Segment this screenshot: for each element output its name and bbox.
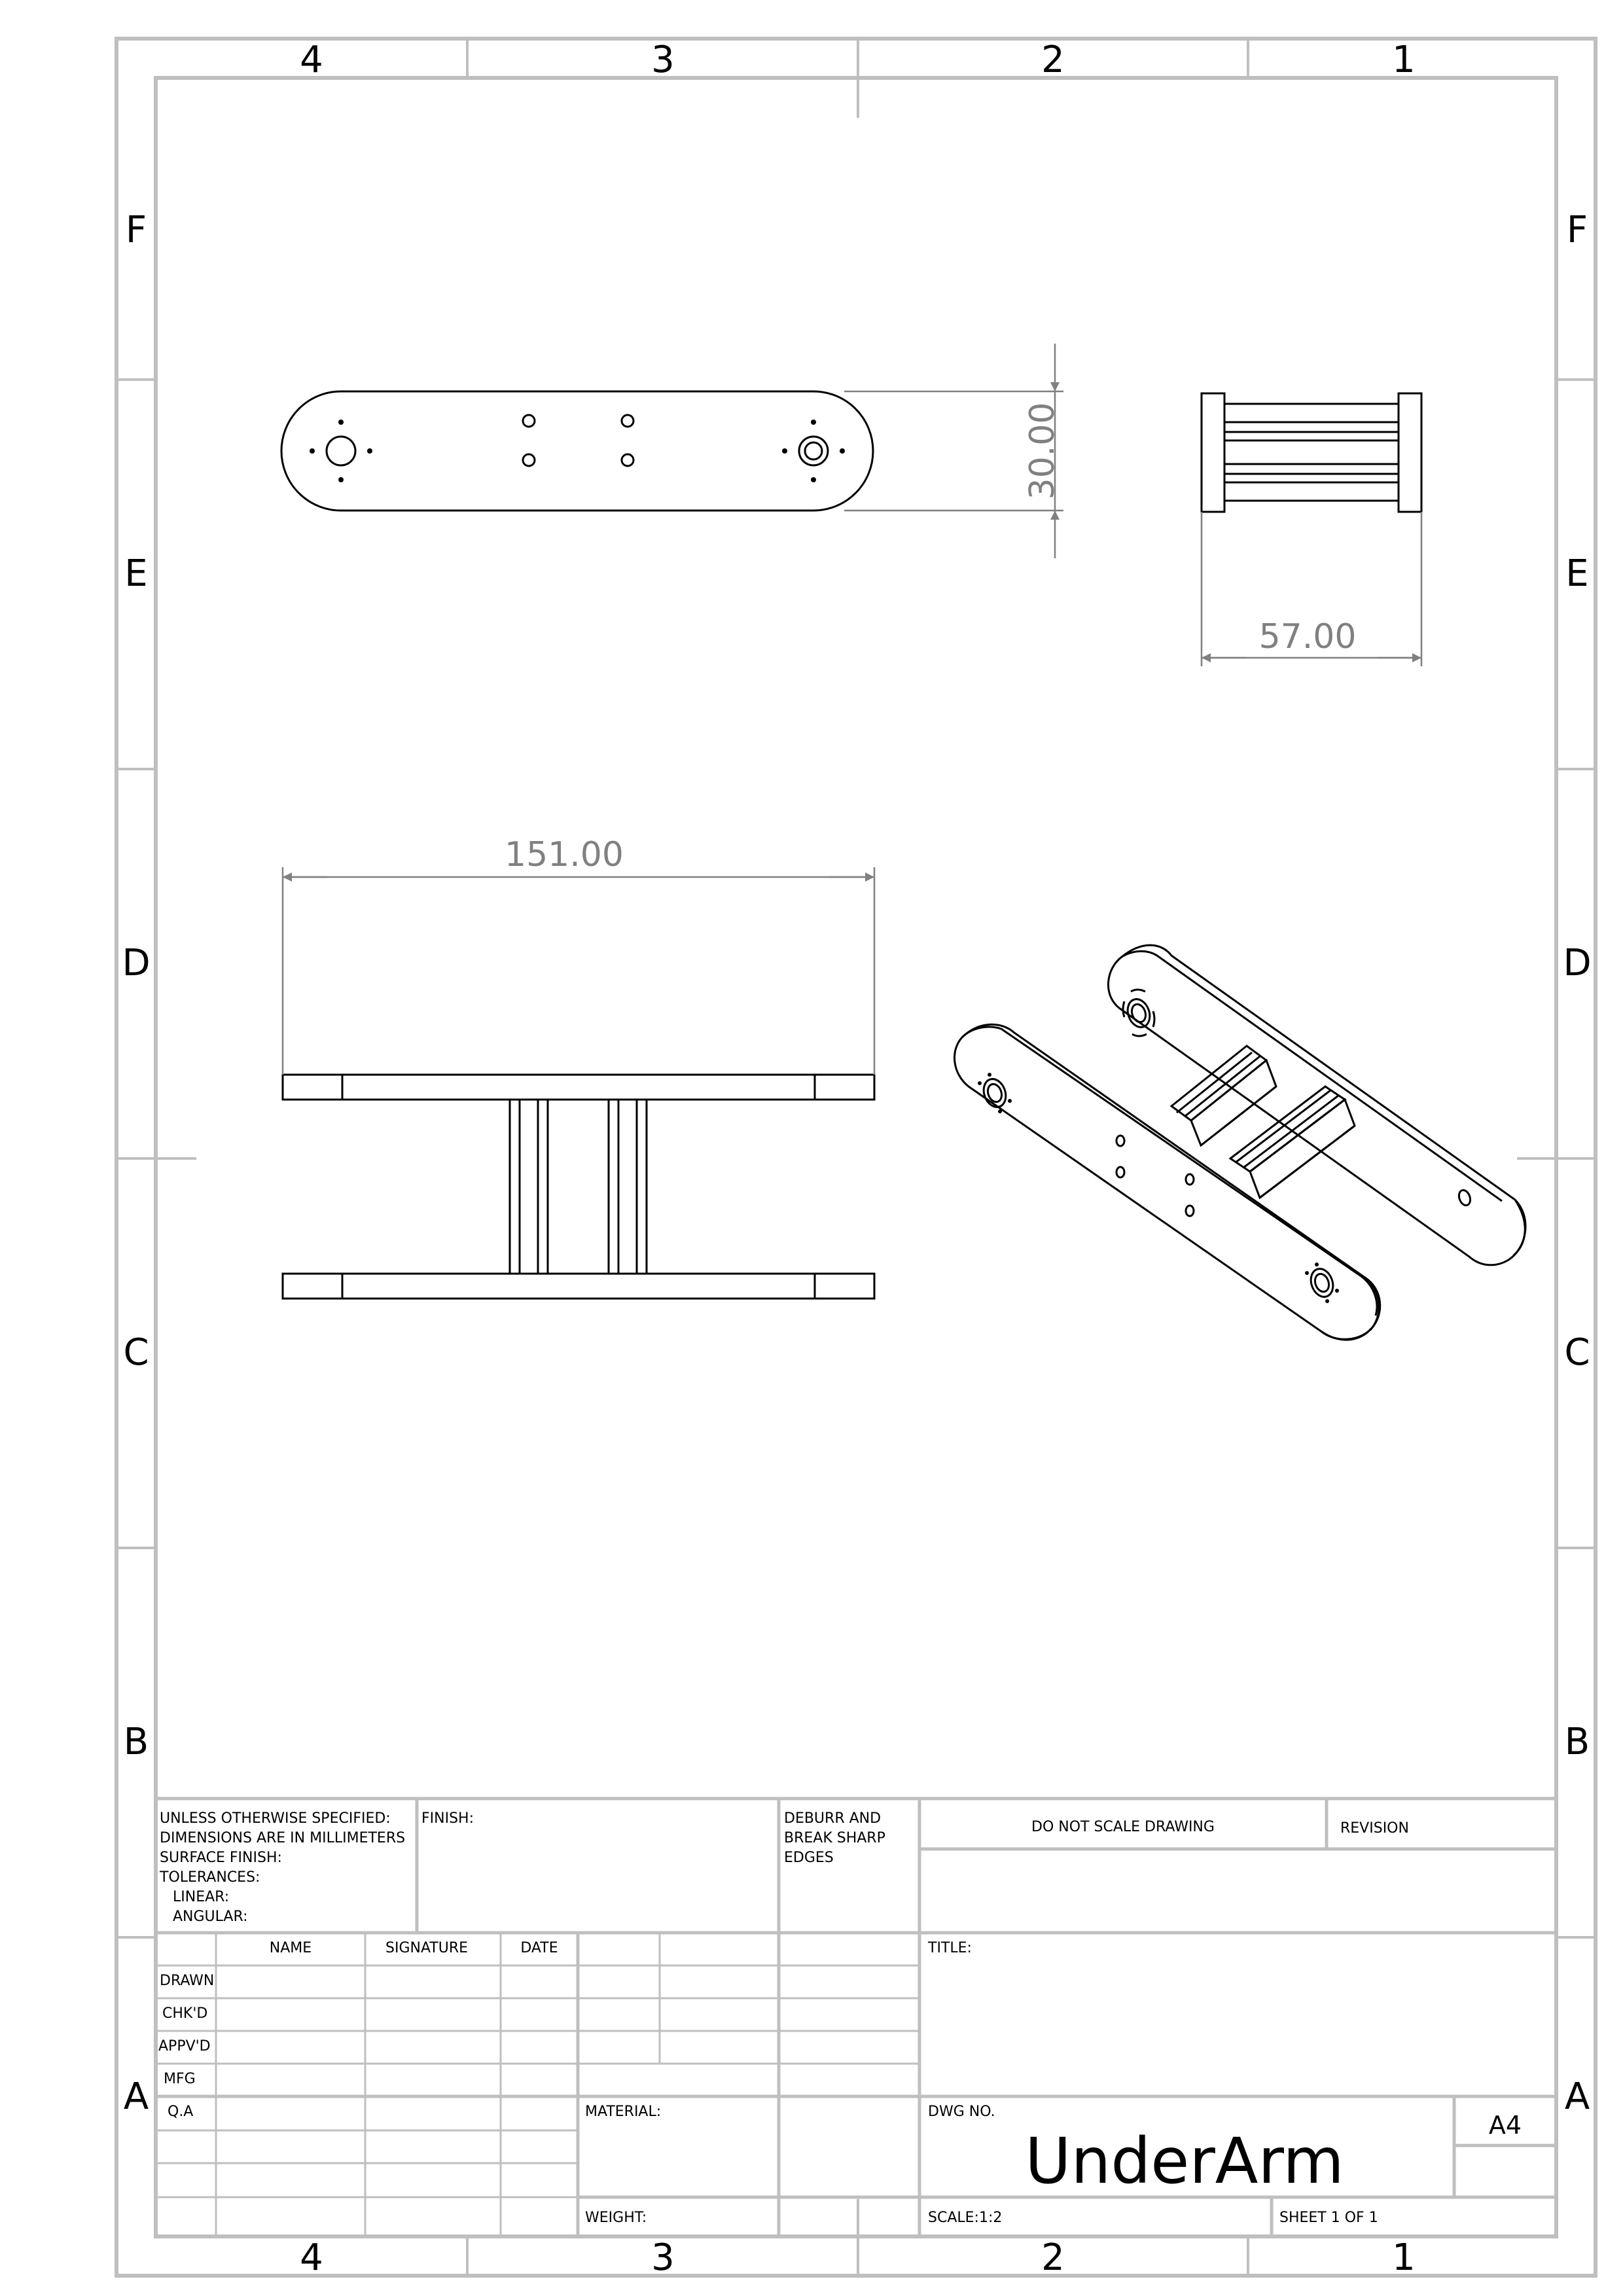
dimension-length-label: 151.00 bbox=[505, 835, 624, 874]
pivot-hole-left bbox=[327, 437, 355, 465]
iso-front-plate bbox=[955, 1024, 1380, 1340]
column-zone-ticks bbox=[467, 39, 1248, 2276]
row-label-left: B bbox=[123, 1721, 149, 1763]
dwg-no-label: DWG NO. bbox=[928, 2104, 995, 2120]
iso-extrusions bbox=[1171, 1046, 1355, 1198]
weight-label: WEIGHT: bbox=[585, 2210, 647, 2226]
row-label-right: C bbox=[1564, 1331, 1590, 1374]
title-block bbox=[156, 1799, 1556, 2236]
scale-label: SCALE:1:2 bbox=[928, 2210, 1003, 2226]
row-label-mfg: MFG bbox=[164, 2071, 196, 2087]
col-label-bottom: 1 bbox=[1392, 2236, 1416, 2279]
screw-hole bbox=[811, 477, 816, 482]
col-label-bottom: 2 bbox=[1041, 2236, 1065, 2279]
row-label-approved: APPV'D bbox=[158, 2038, 211, 2054]
row-zone-ticks bbox=[116, 380, 1596, 1937]
plate-bottom bbox=[283, 1274, 874, 1299]
revision-label: REVISION bbox=[1340, 1820, 1409, 1837]
screw-hole bbox=[338, 420, 344, 425]
mount-hole bbox=[622, 454, 633, 466]
plate-right-edge bbox=[1399, 393, 1421, 512]
header-date: DATE bbox=[520, 1940, 558, 1956]
dimension-width-label: 57.00 bbox=[1258, 617, 1357, 656]
mount-hole bbox=[523, 454, 535, 466]
side-view bbox=[1202, 393, 1421, 666]
extrusion-left bbox=[510, 1100, 548, 1274]
do-not-scale-note: DO NOT SCALE DRAWING bbox=[1031, 1819, 1215, 1835]
sheet-size: A4 bbox=[1488, 2111, 1522, 2140]
row-label-left: A bbox=[123, 2075, 149, 2118]
tolerance-line: TOLERANCES: bbox=[160, 1869, 260, 1886]
pivot-hole-right bbox=[799, 437, 828, 465]
mount-hole bbox=[622, 415, 633, 427]
screw-hole bbox=[840, 448, 845, 454]
screw-hole bbox=[338, 477, 344, 482]
extrusion-right bbox=[609, 1100, 647, 1274]
header-signature: SIGNATURE bbox=[385, 1940, 469, 1956]
screw-hole bbox=[811, 420, 816, 425]
row-label-right: A bbox=[1564, 2075, 1590, 2118]
row-label-left: D bbox=[122, 942, 151, 984]
deburr-note: BREAK SHARP bbox=[784, 1830, 885, 1846]
top-view bbox=[281, 344, 1063, 558]
row-label-left: C bbox=[123, 1331, 149, 1374]
screw-hole bbox=[367, 448, 372, 454]
plate-left-edge bbox=[1202, 393, 1224, 512]
plate-top bbox=[283, 1075, 874, 1100]
header-name: NAME bbox=[269, 1940, 312, 1956]
title-label: TITLE: bbox=[928, 1940, 972, 1956]
sheet-number: SHEET 1 OF 1 bbox=[1279, 2210, 1378, 2226]
zone-labels bbox=[122, 39, 1591, 2279]
row-label-right: F bbox=[1566, 209, 1588, 251]
row-label-qa: Q.A bbox=[168, 2104, 194, 2120]
outer-border bbox=[116, 39, 1596, 2276]
mount-hole bbox=[523, 415, 535, 427]
screw-hole bbox=[782, 448, 787, 454]
deburr-note: EDGES bbox=[784, 1850, 834, 1866]
col-label-top: 4 bbox=[300, 39, 323, 81]
row-label-right: D bbox=[1563, 942, 1592, 984]
material-label: MATERIAL: bbox=[585, 2104, 662, 2120]
tolerance-line: UNLESS OTHERWISE SPECIFIED: bbox=[160, 1810, 391, 1827]
col-label-bottom: 4 bbox=[300, 2236, 323, 2279]
row-label-left: F bbox=[125, 209, 147, 251]
row-label-left: E bbox=[124, 552, 148, 595]
col-label-top: 3 bbox=[651, 39, 675, 81]
drawing-name: UnderArm bbox=[1025, 2125, 1344, 2198]
front-view bbox=[283, 835, 874, 1299]
iso-back-plate bbox=[1108, 945, 1525, 1265]
col-label-bottom: 3 bbox=[651, 2236, 675, 2279]
col-label-top: 2 bbox=[1041, 39, 1065, 81]
col-label-top: 1 bbox=[1392, 39, 1416, 81]
pivot-boss-right bbox=[805, 442, 822, 459]
row-label-right: E bbox=[1565, 552, 1589, 595]
row-label-right: B bbox=[1564, 1721, 1590, 1763]
inner-border bbox=[156, 78, 1556, 2236]
isometric-view bbox=[955, 945, 1526, 1340]
deburr-note: DEBURR AND bbox=[784, 1810, 882, 1827]
row-label-drawn: DRAWN bbox=[160, 1973, 215, 1989]
tolerance-line: LINEAR: bbox=[173, 1889, 230, 1905]
finish-label: FINISH: bbox=[421, 1810, 474, 1827]
tolerance-line: SURFACE FINISH: bbox=[160, 1850, 282, 1866]
tolerance-line: DIMENSIONS ARE IN MILLIMETERS bbox=[160, 1830, 406, 1846]
screw-hole bbox=[310, 448, 315, 454]
dimension-height-label: 30.00 bbox=[1023, 402, 1062, 500]
row-label-checked: CHK'D bbox=[162, 2005, 208, 2022]
tolerance-line: ANGULAR: bbox=[173, 1909, 248, 1925]
